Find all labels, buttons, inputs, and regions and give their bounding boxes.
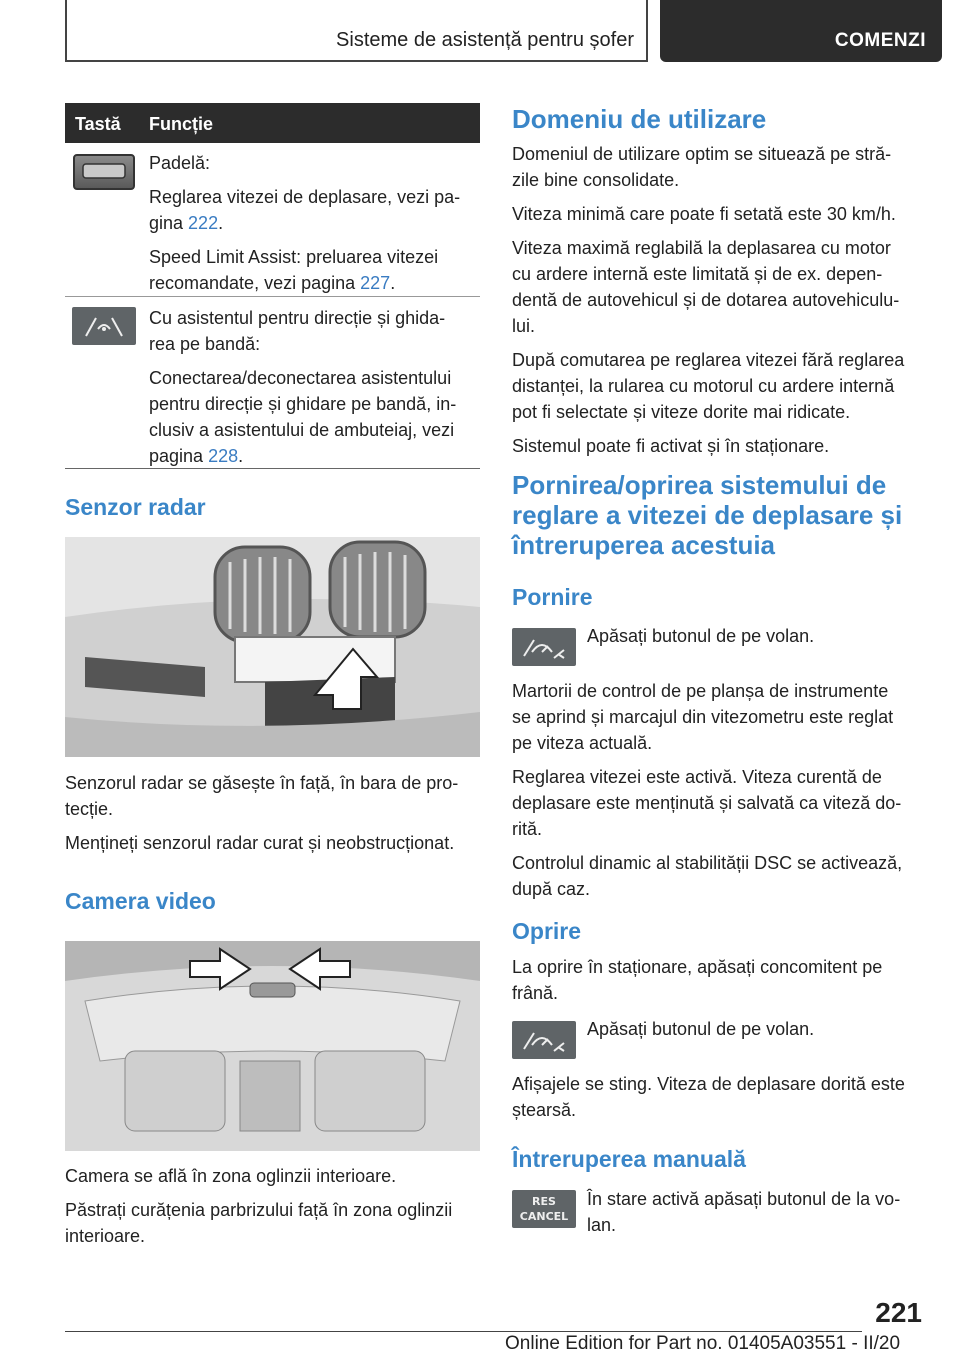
header-chapter-tab [660, 0, 942, 62]
row1-text: Padelă: Reglarea vitezei de deplasare, vezi pa- gina 222. Speed Limit Assist: preluarea vitezei recomandate, vezi pagina 227. [149, 153, 461, 293]
lane-assist-icon [72, 307, 136, 345]
stop-heading: Oprire [512, 918, 582, 944]
cruise-control-icon [512, 1021, 576, 1059]
chapter-title: COMENZI [834, 30, 926, 51]
page-link-222[interactable]: 222 [188, 213, 219, 233]
camera-heading: Camera video [65, 888, 216, 914]
res-cancel-icon: RES CANCEL [512, 1190, 576, 1228]
paddle-icon [73, 154, 135, 190]
stop-result-text: Afișajele se sting. Viteza de deplasare dorită este ștearsă. [512, 1074, 905, 1120]
onoff-heading: Pornirea/oprirea sistemului de reglare a vitezei de deplasare și întreruperea acestuia [512, 470, 903, 560]
usage-text: Domeniul de utilizare optim se situează pe stră- zile bine consolidate. Viteza minimă care poate fi setată este 30 km/h. Viteza maximă reglabilă la deplasarea cu motor cu ardere internă este limitată și de ex. depen- dentă de autovehicul și de dotarea autovehiculu- lui. După comutarea pe reglarea vitezei fără reglarea distanței, la rularea cu motorul cu ardere internă pot fi selectate și viteze dorite mai ridicate. Sistemul poate fi activat și în staționare. [512, 144, 905, 456]
cruise-control-icon [512, 628, 576, 666]
footer-rule [65, 1331, 862, 1332]
manual-text: În stare activă apăsați butonul de la vo- lan. [587, 1189, 901, 1235]
radar-heading: Senzor radar [65, 494, 206, 520]
col-key-header: Tastă [75, 114, 121, 134]
page-link-228[interactable]: 228 [208, 446, 239, 466]
start-instruction: Apăsați butonul de pe volan. [587, 626, 815, 646]
page-link-227[interactable]: 227 [360, 273, 391, 293]
col-function-header: Funcție [149, 114, 214, 134]
page-number: 221 [875, 1297, 922, 1328]
table-header [65, 103, 480, 143]
edition-footer: Online Edition for Part no. 01405A03551 - II/20 [505, 1333, 901, 1354]
manual-heading: Întreruperea manuală [512, 1146, 746, 1172]
stop-text: La oprire în staționare, apăsați concomitent pe frână. [512, 957, 883, 1003]
radar-text: Senzorul radar se găsește în față, în bara de pro- tecție. Mențineți senzorul radar curat și neobstrucționat. [65, 773, 459, 853]
section-title: Sisteme de asistență pentru șofer [336, 29, 634, 51]
start-heading: Pornire [512, 584, 593, 610]
table-divider [65, 296, 480, 297]
stop-instruction: Apăsați butonul de pe volan. [587, 1019, 815, 1039]
header-section-box [65, 0, 648, 62]
table-bottom-rule [65, 468, 480, 469]
usage-heading: Domeniu de utilizare [512, 104, 767, 134]
row2-text: Cu asistentul pentru direcție și ghida- rea pe bandă: Conectarea/deconectarea asistentului pentru direcție și ghidare pe bandă, in- clusiv a asistentului de ambuteiaj, vezi pagina 228. [149, 308, 457, 466]
camera-photo [65, 941, 480, 1151]
camera-text: Camera se află în zona oglinzii interioare. Păstrați curățenia parbrizului față în zona oglinzii interioare. [65, 1166, 453, 1246]
radar-sensor-photo [65, 537, 480, 757]
start-text: Martorii de control de pe planșa de instrumente se aprind și marcajul din vitezometru este reglat pe viteza actuală. Reglarea vitezei este activă. Viteza curentă de deplasare este menținută și salvată ca viteză do- rită. Controlul dinamic al stabilității DSC se activează, după caz. [512, 681, 903, 899]
